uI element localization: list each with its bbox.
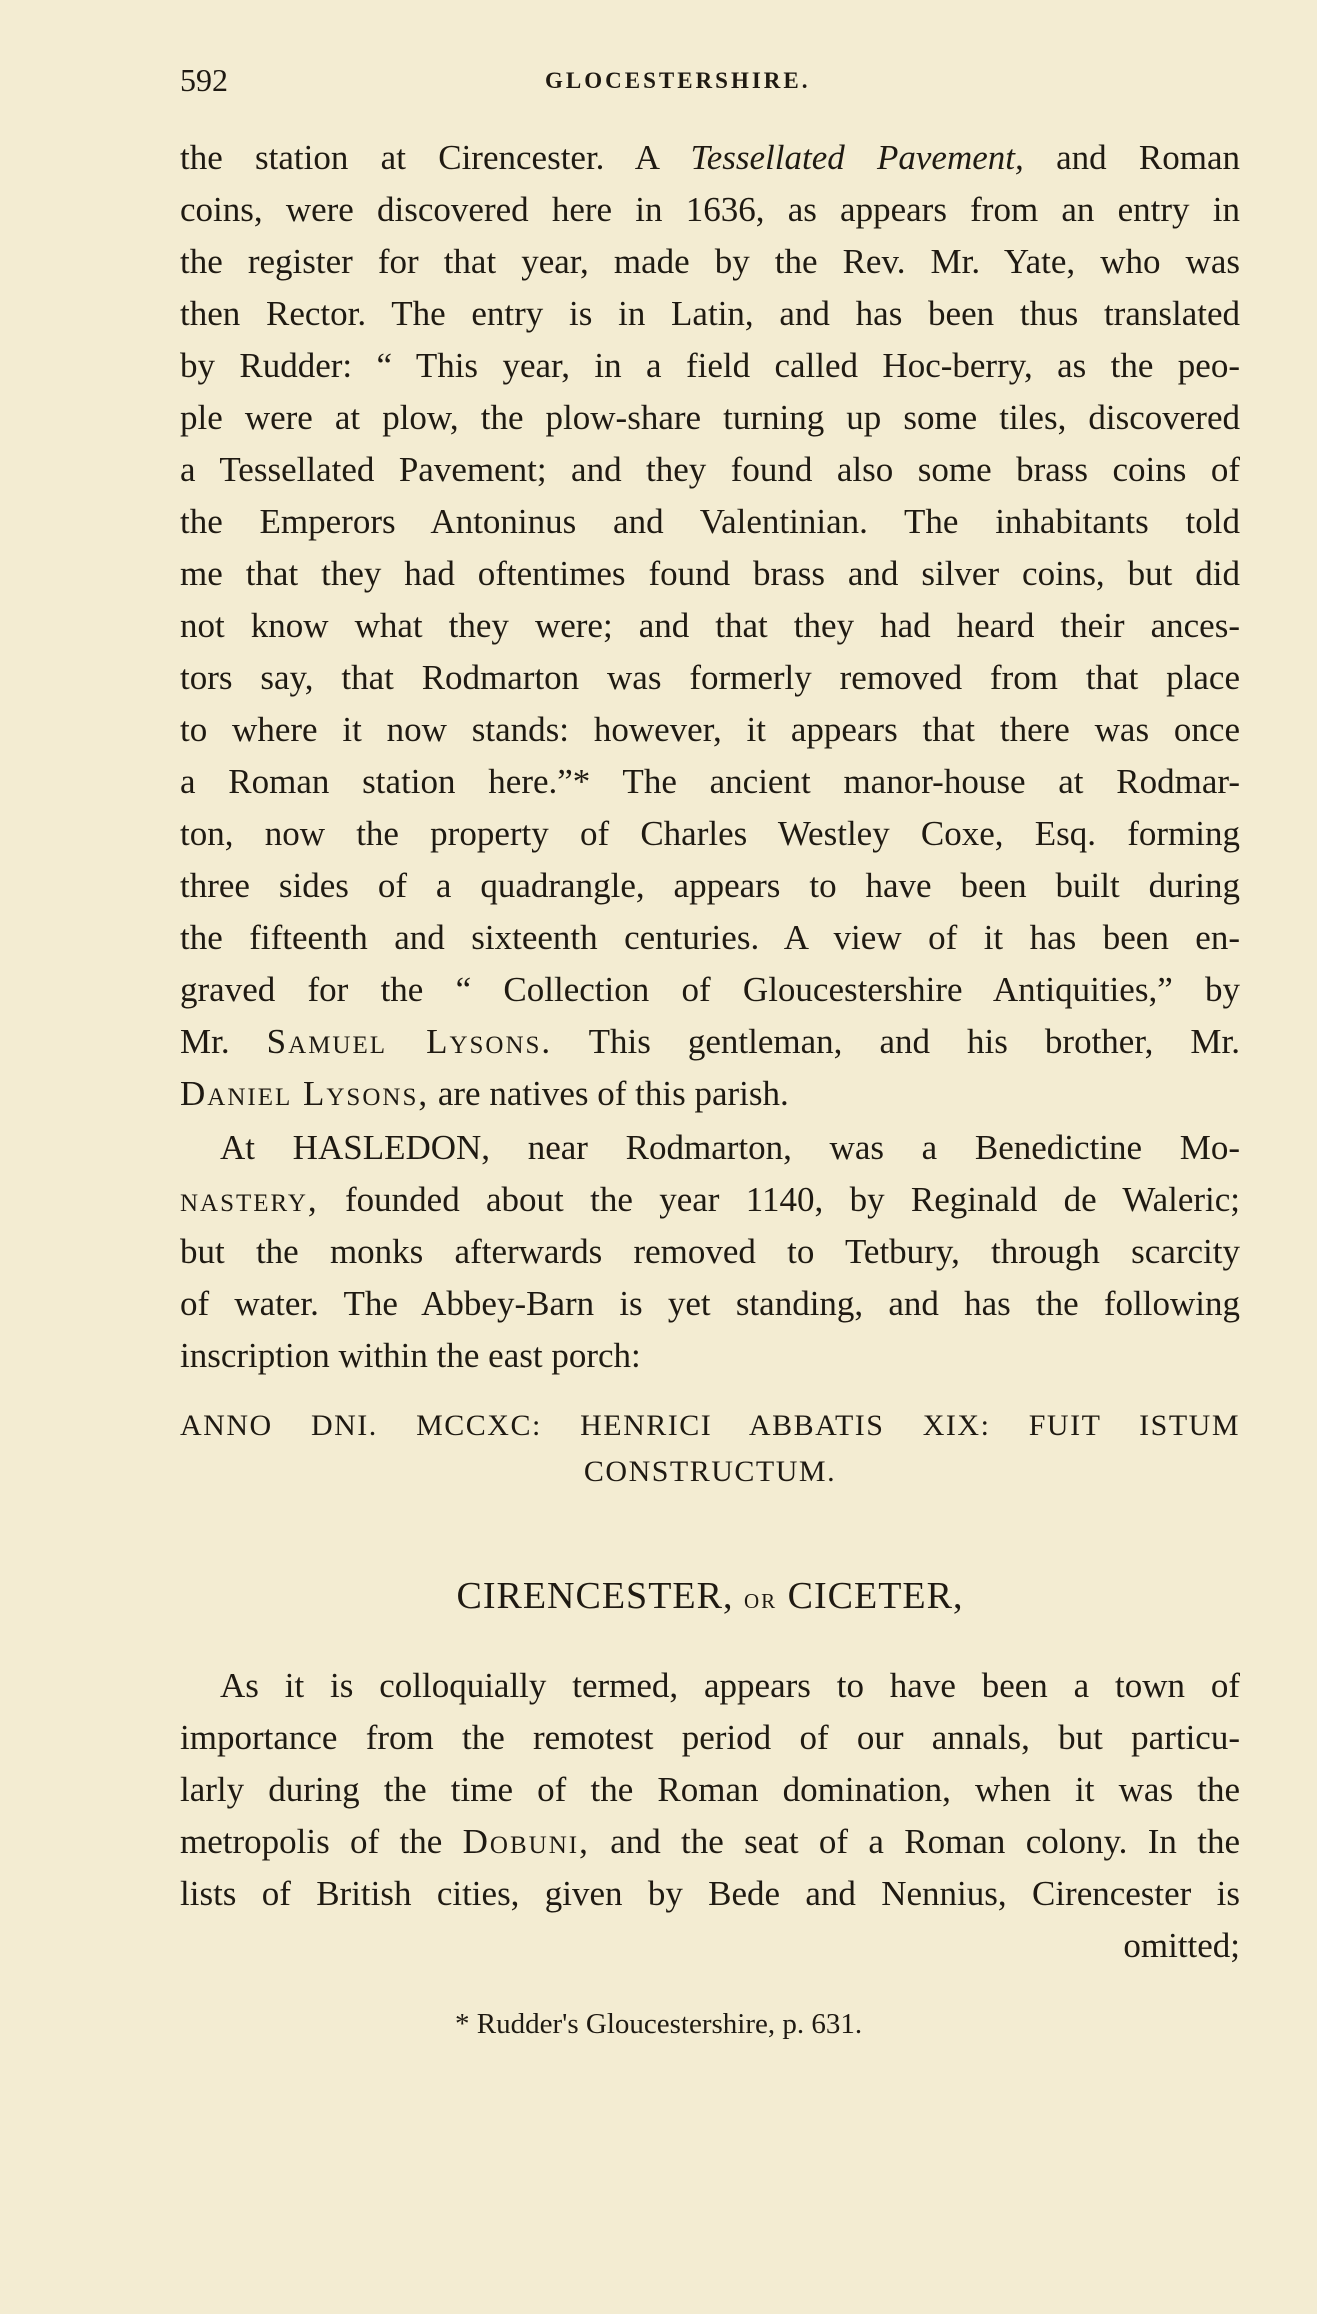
text-line: a Roman station here.”* The ancient manor-house at Rodmar- xyxy=(180,762,1240,801)
text-line: importance from the remotest period of our annals, but particu- xyxy=(180,1718,1240,1757)
text-line: At HASLEDON, near Rodmarton, was a Benedictine Mo- xyxy=(220,1128,1240,1167)
catchword: omitted; xyxy=(1123,1926,1240,1965)
page-number: 592 xyxy=(180,62,228,98)
small-caps-name: Samuel Lysons. xyxy=(266,1022,553,1061)
text-line: of water. The Abbey-Barn is yet standing, and has the following xyxy=(180,1284,1240,1323)
text-line: inscription within the east porch: xyxy=(180,1336,641,1375)
text-line: to where it now stands: however, it appears that there was once xyxy=(180,710,1240,749)
footnote: * Rudder's Gloucestershire, p. 631. xyxy=(455,2008,863,2040)
text-line: tors say, that Rodmarton was formerly removed from that place xyxy=(180,658,1240,697)
text-line: metropolis of the Dobuni, and the seat of a Roman colony. In the xyxy=(180,1822,1240,1861)
text-line: Daniel Lysons, are natives of this parish. xyxy=(180,1074,789,1113)
text-line: graved for the “ Collection of Gloucestershire Antiquities,” by xyxy=(180,970,1240,1009)
text-line: larly during the time of the Roman domination, when it was the xyxy=(180,1770,1240,1809)
small-caps-name: Daniel Lysons, xyxy=(180,1074,430,1113)
text-line: three sides of a quadrangle, appears to have been built during xyxy=(180,866,1240,905)
text-line: then Rector. The entry is in Latin, and has been thus translated xyxy=(180,294,1240,333)
text-line: nastery, founded about the year 1140, by Reginald de Waleric; xyxy=(180,1180,1240,1219)
text-line: the Emperors Antoninus and Valentinian. The inhabitants told xyxy=(180,502,1240,541)
text-line: ple were at plow, the plow-share turning up some tiles, discovered xyxy=(180,398,1240,437)
small-caps-name: Dobuni, xyxy=(462,1822,590,1861)
text-line: a Tessellated Pavement; and they found also some brass coins of xyxy=(180,450,1240,489)
text-line: As it is colloquially termed, appears to have been a town of xyxy=(220,1666,1240,1705)
text-line: not know what they were; and that they had heard their ances- xyxy=(180,606,1240,645)
text-line: the fifteenth and sixteenth centuries. A view of it has been en- xyxy=(180,918,1240,957)
text-line: the register for that year, made by the Rev. Mr. Yate, who was xyxy=(180,242,1240,281)
text-line: lists of British cities, given by Bede and Nennius, Cirencester is xyxy=(180,1874,1240,1913)
page-header xyxy=(180,62,1240,102)
section-heading: CIRENCESTER, or CICETER, xyxy=(456,1575,964,1617)
text-line: coins, were discovered here in 1636, as appears from an entry in xyxy=(180,190,1240,229)
inscription-line: CONSTRUCTUM. xyxy=(583,1455,837,1488)
emphasis-text: Tessellated Pavement, xyxy=(690,138,1024,177)
text-line: the station at Cirencester. A Tessellated Pavement, and Roman xyxy=(180,138,1240,177)
inscription-line: ANNO DNI. MCCXC: HENRICI ABBATIS XIX: FUIT ISTUM xyxy=(180,1409,1240,1442)
small-caps-word: nastery, xyxy=(180,1180,319,1219)
text-line: Mr. Samuel Lysons. This gentleman, and his brother, Mr. xyxy=(180,1022,1240,1061)
text-line: by Rudder: “ This year, in a field called Hoc-berry, as the peo- xyxy=(180,346,1240,385)
running-title: GLOCESTERSHIRE. xyxy=(545,68,811,93)
text-line: ton, now the property of Charles Westley Coxe, Esq. forming xyxy=(180,814,1240,853)
text-line: but the monks afterwards removed to Tetbury, through scarcity xyxy=(180,1232,1240,1271)
text-line: me that they had oftentimes found brass and silver coins, but did xyxy=(180,554,1240,593)
